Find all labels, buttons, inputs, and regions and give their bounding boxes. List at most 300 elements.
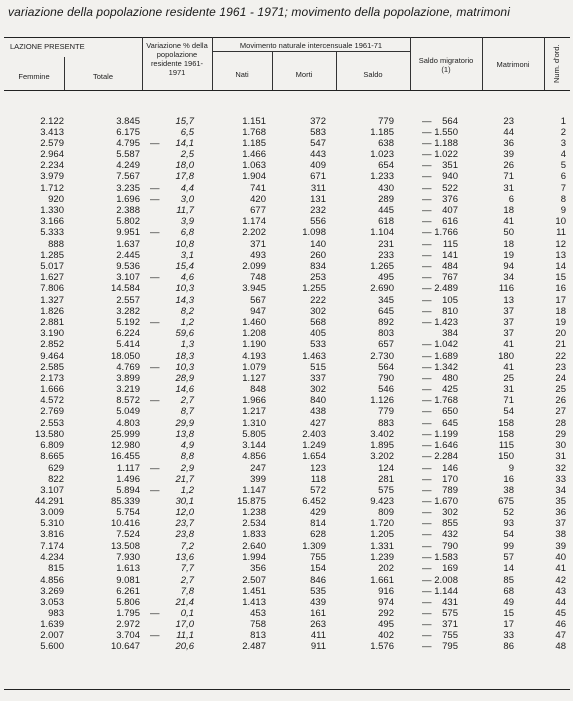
cell-totale: 25.999 bbox=[110, 428, 140, 440]
cell-femmine: 7.806 bbox=[40, 283, 64, 295]
cell-migratorio-sign: — bbox=[422, 597, 432, 609]
cell-migratorio-sign: — bbox=[422, 261, 432, 273]
cell-femmine: 815 bbox=[48, 562, 64, 574]
cell-morti: 337 bbox=[310, 373, 326, 385]
table-row bbox=[4, 295, 570, 306]
cell-num-ord: 23 bbox=[555, 362, 566, 374]
cell-matrimoni: 41 bbox=[503, 215, 514, 227]
table-row bbox=[4, 586, 570, 597]
cell-saldo-migratorio: 2.284 bbox=[434, 450, 458, 462]
cell-totale: 10.647 bbox=[110, 641, 140, 653]
header-bottom-rule bbox=[4, 90, 570, 91]
cell-num-ord: 40 bbox=[555, 551, 566, 563]
cell-morti: 429 bbox=[310, 507, 326, 519]
cell-num-ord: 46 bbox=[555, 619, 566, 631]
cell-saldo: 445 bbox=[378, 204, 394, 216]
cell-nati: 1.185 bbox=[242, 138, 266, 150]
cell-matrimoni: 15 bbox=[503, 608, 514, 620]
cell-migratorio-sign: — bbox=[422, 619, 432, 631]
cell-num-ord: 31 bbox=[555, 450, 566, 462]
cell-num-ord: 41 bbox=[555, 562, 566, 574]
cell-matrimoni: 26 bbox=[503, 160, 514, 172]
cell-matrimoni: 23 bbox=[503, 116, 514, 127]
cell-variazione: 7,2 bbox=[180, 540, 194, 552]
cell-nati: 1.460 bbox=[242, 316, 266, 328]
table-bottom-rule bbox=[4, 689, 570, 690]
cell-morti: 1.309 bbox=[302, 540, 326, 552]
cell-variazione: 21,4 bbox=[175, 597, 194, 609]
table-row bbox=[4, 283, 570, 294]
cell-migratorio-sign: — bbox=[422, 428, 432, 440]
cell-nati: 1.833 bbox=[242, 529, 266, 541]
cell-migratorio-sign: — bbox=[422, 362, 432, 374]
cell-saldo: 281 bbox=[378, 474, 394, 485]
cell-totale: 2.388 bbox=[116, 204, 140, 216]
table-row bbox=[4, 205, 570, 216]
cell-saldo: 1.720 bbox=[370, 518, 394, 530]
cell-morti: 2.403 bbox=[302, 428, 326, 440]
cell-morti: 438 bbox=[310, 406, 326, 418]
cell-num-ord: 29 bbox=[555, 428, 566, 440]
cell-nati: 1.310 bbox=[242, 417, 266, 429]
cell-matrimoni: 180 bbox=[498, 350, 514, 362]
cell-num-ord: 7 bbox=[560, 182, 566, 194]
cell-num-ord: 10 bbox=[555, 215, 566, 227]
table-row bbox=[4, 194, 570, 205]
cell-matrimoni: 31 bbox=[503, 182, 514, 194]
cell-matrimoni: 17 bbox=[503, 619, 514, 631]
cell-morti: 814 bbox=[310, 518, 326, 530]
table-row bbox=[4, 541, 570, 552]
cell-migratorio-sign: — bbox=[422, 518, 432, 530]
cell-saldo-migratorio: 1.423 bbox=[434, 316, 458, 328]
cell-totale: 8.572 bbox=[116, 395, 140, 407]
cell-matrimoni: 54 bbox=[503, 529, 514, 541]
table-row bbox=[4, 485, 570, 496]
cell-variazione-sign: — bbox=[150, 272, 160, 284]
cell-variazione-sign: — bbox=[150, 608, 160, 620]
cell-morti: 1.098 bbox=[302, 226, 326, 238]
cell-femmine: 13.580 bbox=[34, 428, 64, 440]
cell-matrimoni: 158 bbox=[498, 428, 514, 440]
cell-totale: 5.587 bbox=[116, 149, 140, 161]
cell-num-ord: 6 bbox=[560, 171, 566, 183]
cell-variazione: 7,7 bbox=[180, 562, 194, 574]
cell-nati: 1.238 bbox=[242, 507, 266, 519]
cell-saldo: 803 bbox=[378, 327, 394, 339]
table-row bbox=[4, 597, 570, 608]
table-row bbox=[4, 507, 570, 518]
cell-totale: 14.584 bbox=[110, 283, 140, 295]
table-row bbox=[4, 160, 570, 171]
cell-matrimoni: 41 bbox=[503, 362, 514, 374]
table-row bbox=[4, 149, 570, 160]
cell-femmine: 7.174 bbox=[40, 540, 64, 552]
cell-matrimoni: 36 bbox=[503, 138, 514, 150]
cell-saldo: 575 bbox=[378, 485, 394, 497]
cell-saldo: 1.895 bbox=[370, 439, 394, 451]
table-row bbox=[4, 261, 570, 272]
table-row bbox=[4, 239, 570, 250]
cell-variazione: 6,8 bbox=[180, 226, 194, 238]
cell-totale: 3.107 bbox=[116, 272, 140, 284]
cell-saldo-migratorio: 432 bbox=[442, 529, 458, 541]
cell-saldo: 402 bbox=[378, 630, 394, 642]
cell-saldo-migratorio: 1.144 bbox=[434, 585, 458, 597]
cell-variazione: 3,0 bbox=[180, 193, 194, 205]
cell-variazione-sign: — bbox=[150, 462, 160, 474]
cell-nati: 2.487 bbox=[242, 641, 266, 653]
header-movimento: Movimento naturale intercensuale 1961-71 bbox=[239, 41, 383, 50]
cell-nati: 677 bbox=[250, 204, 266, 216]
table-top-rule bbox=[4, 37, 570, 38]
header-matrimoni: Matrimoni bbox=[496, 60, 530, 69]
cell-saldo: 638 bbox=[378, 138, 394, 150]
cell-variazione: 8,7 bbox=[180, 406, 194, 418]
cell-saldo-migratorio: 755 bbox=[442, 630, 458, 642]
cell-variazione-sign: — bbox=[150, 226, 160, 238]
cell-femmine: 8.665 bbox=[40, 450, 64, 462]
cell-femmine: 2.579 bbox=[40, 138, 64, 150]
cell-variazione-sign: — bbox=[150, 362, 160, 374]
cell-totale: 4.769 bbox=[116, 362, 140, 374]
cell-morti: 260 bbox=[310, 250, 326, 262]
cell-femmine: 2.553 bbox=[40, 417, 64, 429]
cell-num-ord: 20 bbox=[555, 327, 566, 339]
cell-morti: 232 bbox=[310, 204, 326, 216]
cell-num-ord: 26 bbox=[555, 395, 566, 407]
cell-num-ord: 9 bbox=[560, 204, 566, 216]
cell-variazione: 20,6 bbox=[175, 641, 194, 653]
col-divider bbox=[544, 37, 545, 90]
table-row bbox=[4, 127, 570, 138]
cell-variazione: 28,9 bbox=[175, 373, 194, 385]
cell-saldo-migratorio: 940 bbox=[442, 171, 458, 183]
cell-num-ord: 33 bbox=[555, 474, 566, 485]
cell-morti: 1.249 bbox=[302, 439, 326, 451]
cell-nati: 371 bbox=[250, 239, 266, 251]
cell-migratorio-sign: — bbox=[422, 149, 432, 161]
cell-saldo: 430 bbox=[378, 182, 394, 194]
cell-saldo-migratorio: 810 bbox=[442, 305, 458, 317]
cell-totale: 5.894 bbox=[116, 485, 140, 497]
cell-nati: 4.193 bbox=[242, 350, 266, 362]
cell-morti: 1.463 bbox=[302, 350, 326, 362]
cell-migratorio-sign: — bbox=[422, 193, 432, 205]
cell-morti: 222 bbox=[310, 294, 326, 306]
cell-variazione: 4,4 bbox=[180, 182, 194, 194]
cell-variazione-sign: — bbox=[150, 485, 160, 497]
cell-saldo-migratorio: 1.646 bbox=[434, 439, 458, 451]
cell-femmine: 5.600 bbox=[40, 641, 64, 653]
cell-num-ord: 34 bbox=[555, 485, 566, 497]
col-divider bbox=[142, 37, 143, 90]
cell-variazione: 17,8 bbox=[175, 171, 194, 183]
cell-migratorio-sign: — bbox=[422, 485, 432, 497]
cell-totale: 5.754 bbox=[116, 507, 140, 519]
cell-migratorio-sign: — bbox=[422, 215, 432, 227]
cell-matrimoni: 93 bbox=[503, 518, 514, 530]
cell-saldo-migratorio: 767 bbox=[442, 272, 458, 284]
cell-saldo-migratorio: 855 bbox=[442, 518, 458, 530]
cell-migratorio-sign: — bbox=[422, 562, 432, 574]
cell-variazione: 8,8 bbox=[180, 450, 194, 462]
cell-morti: 628 bbox=[310, 529, 326, 541]
cell-matrimoni: 9 bbox=[508, 462, 514, 474]
cell-num-ord: 25 bbox=[555, 384, 566, 396]
cell-migratorio-sign: — bbox=[422, 417, 432, 429]
cell-femmine: 1.826 bbox=[40, 305, 64, 317]
cell-femmine: 2.234 bbox=[40, 160, 64, 172]
cell-migratorio-sign: — bbox=[422, 239, 432, 251]
cell-variazione: 17,0 bbox=[175, 619, 194, 631]
cell-femmine: 4.572 bbox=[40, 395, 64, 407]
cell-saldo-migratorio: 564 bbox=[442, 116, 458, 127]
table-row bbox=[4, 630, 570, 641]
cell-saldo: 231 bbox=[378, 239, 394, 251]
cell-femmine: 1.712 bbox=[40, 182, 64, 194]
cell-morti: 372 bbox=[310, 116, 326, 127]
cell-migratorio-sign: — bbox=[422, 171, 432, 183]
cell-nati: 1.768 bbox=[242, 127, 266, 139]
cell-saldo-migratorio: 2.008 bbox=[434, 574, 458, 586]
cell-matrimoni: 54 bbox=[503, 406, 514, 418]
cell-variazione: 18,3 bbox=[175, 350, 194, 362]
cell-saldo-migratorio: 302 bbox=[442, 507, 458, 519]
cell-saldo-migratorio: 115 bbox=[442, 239, 458, 251]
cell-saldo-migratorio: 1.689 bbox=[434, 350, 458, 362]
cell-saldo-migratorio: 431 bbox=[442, 597, 458, 609]
cell-saldo-migratorio: 575 bbox=[442, 608, 458, 620]
cell-matrimoni: 150 bbox=[498, 450, 514, 462]
cell-totale: 3.704 bbox=[116, 630, 140, 642]
cell-totale: 9.536 bbox=[116, 261, 140, 273]
cell-matrimoni: 14 bbox=[503, 562, 514, 574]
cell-saldo: 1.205 bbox=[370, 529, 394, 541]
cell-femmine: 44.291 bbox=[34, 496, 64, 508]
cell-morti: 846 bbox=[310, 574, 326, 586]
cell-saldo: 1.331 bbox=[370, 540, 394, 552]
table-row bbox=[4, 552, 570, 563]
cell-saldo-migratorio: 146 bbox=[442, 462, 458, 474]
table-row bbox=[4, 619, 570, 630]
cell-saldo-migratorio: 1.670 bbox=[434, 496, 458, 508]
cell-migratorio-sign: — bbox=[422, 338, 432, 350]
cell-num-ord: 42 bbox=[555, 574, 566, 586]
cell-femmine: 4.234 bbox=[40, 551, 64, 563]
cell-migratorio-sign: — bbox=[422, 204, 432, 216]
cell-saldo: 9.423 bbox=[370, 496, 394, 508]
cell-num-ord: 48 bbox=[555, 641, 566, 653]
cell-nati: 1.994 bbox=[242, 551, 266, 563]
cell-totale: 1.637 bbox=[116, 239, 140, 251]
cell-matrimoni: 37 bbox=[503, 327, 514, 339]
cell-variazione: 2,5 bbox=[180, 149, 194, 161]
cell-migratorio-sign: — bbox=[422, 406, 432, 418]
cell-variazione-sign: — bbox=[150, 630, 160, 642]
cell-saldo: 495 bbox=[378, 619, 394, 631]
cell-variazione: 1,2 bbox=[180, 316, 194, 328]
cell-morti: 535 bbox=[310, 585, 326, 597]
table-row bbox=[4, 395, 570, 406]
cell-variazione: 1,2 bbox=[180, 485, 194, 497]
cell-femmine: 5.310 bbox=[40, 518, 64, 530]
cell-morti: 671 bbox=[310, 171, 326, 183]
cell-morti: 263 bbox=[310, 619, 326, 631]
cell-nati: 813 bbox=[250, 630, 266, 642]
table-row bbox=[4, 339, 570, 350]
cell-totale: 5.049 bbox=[116, 406, 140, 418]
cell-migratorio-sign: — bbox=[422, 294, 432, 306]
cell-num-ord: 22 bbox=[555, 350, 566, 362]
cell-femmine: 2.585 bbox=[40, 362, 64, 374]
cell-nati: 5.805 bbox=[242, 428, 266, 440]
cell-nati: 1.217 bbox=[242, 406, 266, 418]
cell-saldo: 202 bbox=[378, 562, 394, 574]
cell-totale: 18.050 bbox=[110, 350, 140, 362]
cell-saldo: 233 bbox=[378, 250, 394, 262]
table-row bbox=[4, 451, 570, 462]
cell-variazione: 21,7 bbox=[175, 474, 194, 485]
cell-matrimoni: 49 bbox=[503, 597, 514, 609]
cell-saldo: 645 bbox=[378, 305, 394, 317]
cell-migratorio-sign: — bbox=[422, 439, 432, 451]
cell-num-ord: 28 bbox=[555, 417, 566, 429]
cell-totale: 1.696 bbox=[116, 193, 140, 205]
header-morti: Morti bbox=[295, 70, 313, 79]
cell-num-ord: 39 bbox=[555, 540, 566, 552]
cell-totale: 13.508 bbox=[110, 540, 140, 552]
cell-variazione: 2,7 bbox=[180, 574, 194, 586]
cell-nati: 2.099 bbox=[242, 261, 266, 273]
table-row bbox=[4, 362, 570, 373]
cell-saldo-migratorio: 1.583 bbox=[434, 551, 458, 563]
cell-migratorio-sign: — bbox=[422, 574, 432, 586]
cell-femmine: 1.327 bbox=[40, 294, 64, 306]
cell-nati: 1.174 bbox=[242, 215, 266, 227]
cell-nati: 1.208 bbox=[242, 327, 266, 339]
table-row bbox=[4, 463, 570, 474]
cell-saldo-migratorio: 1.768 bbox=[434, 395, 458, 407]
cell-num-ord: 47 bbox=[555, 630, 566, 642]
cell-totale: 2.557 bbox=[116, 294, 140, 306]
cell-saldo-migratorio: 1.550 bbox=[434, 127, 458, 139]
cell-variazione: 14,6 bbox=[175, 384, 194, 396]
cell-num-ord: 44 bbox=[555, 597, 566, 609]
cell-saldo: 495 bbox=[378, 272, 394, 284]
cell-migratorio-sign: — bbox=[422, 316, 432, 328]
cell-totale: 16.455 bbox=[110, 450, 140, 462]
cell-morti: 439 bbox=[310, 597, 326, 609]
cell-matrimoni: 33 bbox=[503, 630, 514, 642]
cell-variazione: 15,7 bbox=[175, 116, 194, 127]
cell-nati: 356 bbox=[250, 562, 266, 574]
cell-saldo-migratorio: 1.766 bbox=[434, 226, 458, 238]
cell-saldo: 3.402 bbox=[370, 428, 394, 440]
cell-morti: 547 bbox=[310, 138, 326, 150]
cell-num-ord: 21 bbox=[555, 338, 566, 350]
cell-variazione: 3,9 bbox=[180, 215, 194, 227]
cell-femmine: 3.269 bbox=[40, 585, 64, 597]
cell-nati: 1.904 bbox=[242, 171, 266, 183]
cell-totale: 3.219 bbox=[116, 384, 140, 396]
cell-matrimoni: 44 bbox=[503, 127, 514, 139]
cell-femmine: 3.107 bbox=[40, 485, 64, 497]
cell-morti: 755 bbox=[310, 551, 326, 563]
cell-morti: 427 bbox=[310, 417, 326, 429]
cell-variazione: 23,7 bbox=[175, 518, 194, 530]
cell-totale: 2.445 bbox=[116, 250, 140, 262]
cell-matrimoni: 37 bbox=[503, 305, 514, 317]
cell-femmine: 3.053 bbox=[40, 597, 64, 609]
cell-femmine: 2.852 bbox=[40, 338, 64, 350]
cell-saldo: 564 bbox=[378, 362, 394, 374]
cell-morti: 253 bbox=[310, 272, 326, 284]
table-row bbox=[4, 518, 570, 529]
page-title: variazione della popolazione residente 1961 - 1971; movimento della popolazione, matrimoni bbox=[8, 5, 510, 19]
cell-matrimoni: 158 bbox=[498, 417, 514, 429]
cell-num-ord: 37 bbox=[555, 518, 566, 530]
cell-variazione: 2,7 bbox=[180, 395, 194, 407]
cell-migratorio-sign: — bbox=[422, 529, 432, 541]
cell-saldo-migratorio: 480 bbox=[442, 373, 458, 385]
cell-morti: 583 bbox=[310, 127, 326, 139]
cell-num-ord: 12 bbox=[555, 239, 566, 251]
cell-morti: 409 bbox=[310, 160, 326, 172]
cell-femmine: 2.122 bbox=[40, 116, 64, 127]
cell-variazione: 14,3 bbox=[175, 294, 194, 306]
table-row bbox=[4, 250, 570, 261]
cell-nati: 1.151 bbox=[242, 116, 266, 127]
header-variazione: Variazione % della popolazione residente 1961-1971 bbox=[146, 41, 208, 77]
cell-saldo: 292 bbox=[378, 608, 394, 620]
cell-saldo-migratorio: 351 bbox=[442, 160, 458, 172]
cell-saldo-migratorio: 650 bbox=[442, 406, 458, 418]
header-saldo-migratorio: Saldo migratorio (1) bbox=[418, 56, 474, 74]
cell-saldo-migratorio: 790 bbox=[442, 540, 458, 552]
cell-totale: 4.795 bbox=[116, 138, 140, 150]
cell-saldo-migratorio: 371 bbox=[442, 619, 458, 631]
table-row bbox=[4, 272, 570, 283]
header-popolazione: LAZIONE PRESENTE bbox=[10, 42, 85, 51]
cell-saldo: 779 bbox=[378, 116, 394, 127]
cell-matrimoni: 94 bbox=[503, 261, 514, 273]
cell-morti: 840 bbox=[310, 395, 326, 407]
cell-morti: 161 bbox=[310, 608, 326, 620]
cell-num-ord: 14 bbox=[555, 261, 566, 273]
cell-matrimoni: 85 bbox=[503, 574, 514, 586]
cell-variazione: 12,0 bbox=[175, 507, 194, 519]
table-row bbox=[4, 183, 570, 194]
cell-morti: 118 bbox=[310, 474, 326, 485]
cell-migratorio-sign: — bbox=[422, 272, 432, 284]
cell-saldo: 1.265 bbox=[370, 261, 394, 273]
cell-saldo-migratorio: 616 bbox=[442, 215, 458, 227]
cell-totale: 85.339 bbox=[110, 496, 140, 508]
cell-num-ord: 19 bbox=[555, 316, 566, 328]
cell-totale: 9.951 bbox=[116, 226, 140, 238]
cell-morti: 1.255 bbox=[302, 283, 326, 295]
cell-femmine: 2.173 bbox=[40, 373, 64, 385]
cell-morti: 443 bbox=[310, 149, 326, 161]
cell-variazione: 3,1 bbox=[180, 250, 194, 262]
cell-migratorio-sign: — bbox=[422, 474, 432, 485]
cell-variazione: 14,1 bbox=[175, 138, 194, 150]
cell-saldo: 1.185 bbox=[370, 127, 394, 139]
table-row bbox=[4, 138, 570, 149]
cell-totale: 1.613 bbox=[116, 562, 140, 574]
cell-variazione: 11,1 bbox=[176, 630, 194, 642]
